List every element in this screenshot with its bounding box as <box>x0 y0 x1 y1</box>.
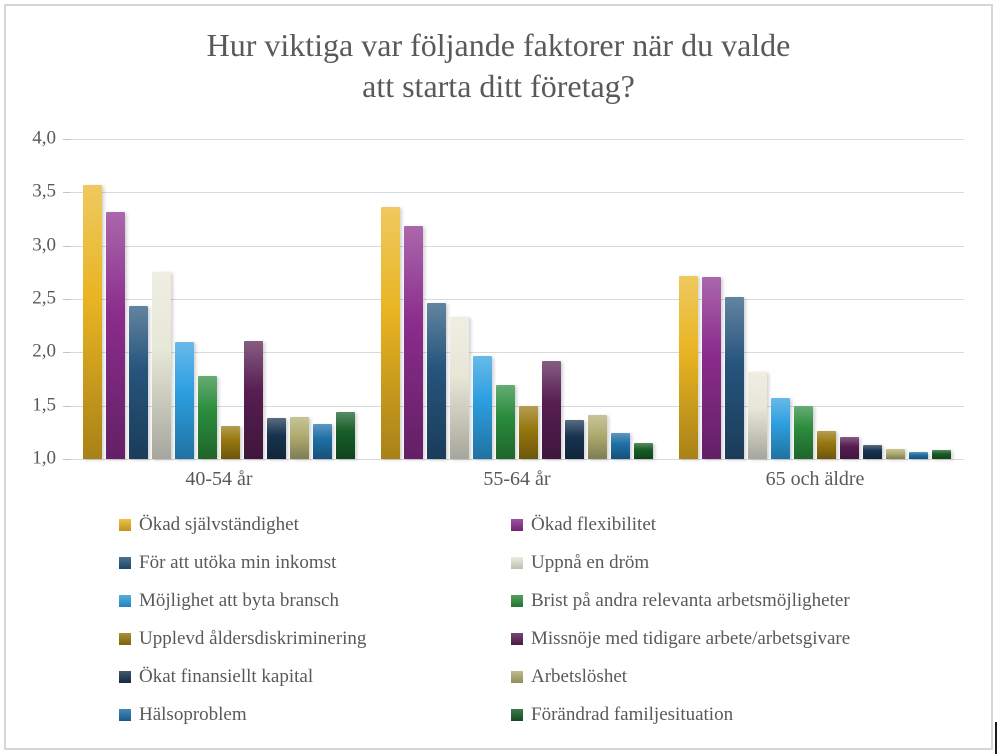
legend-label: Upplevd åldersdiskriminering <box>139 627 367 649</box>
bar <box>519 406 538 459</box>
bar <box>817 431 836 459</box>
bar <box>634 443 653 459</box>
plot-area <box>32 127 964 469</box>
legend-swatch <box>511 633 523 645</box>
bar <box>106 212 125 459</box>
y-axis-label: 4,0 <box>32 127 56 149</box>
bar <box>336 412 355 459</box>
legend-swatch <box>511 519 523 531</box>
legend <box>119 512 971 727</box>
bar-group <box>368 139 666 459</box>
bar <box>611 433 630 459</box>
legend-swatch <box>119 519 131 531</box>
legend-item <box>119 626 511 651</box>
bar <box>542 361 561 459</box>
x-axis-category-label: 55-64 år <box>483 468 551 490</box>
legend-label: Brist på andra relevanta arbetsmöjligheter <box>531 589 850 611</box>
bar <box>381 207 400 459</box>
legend-item <box>511 550 971 575</box>
y-axis-label: 1,5 <box>32 394 56 416</box>
legend-label: Förändrad familjesituation <box>531 703 734 725</box>
legend-item <box>119 588 511 613</box>
legend-item <box>119 550 511 575</box>
y-axis-tick <box>63 246 70 247</box>
bar <box>129 306 148 459</box>
legend-label: Möjlighet att byta bransch <box>139 589 339 611</box>
legend-swatch <box>119 633 131 645</box>
chart-title-line-1: Hur viktiga var följande faktorer när du valde <box>206 27 791 63</box>
legend-label: Ökat finansiellt kapital <box>139 665 314 687</box>
bar <box>886 449 905 459</box>
legend-swatch <box>119 557 131 569</box>
bar <box>473 356 492 459</box>
bar <box>198 376 217 459</box>
y-axis-tick <box>63 192 70 193</box>
bar-group <box>666 139 964 459</box>
legend-item <box>119 512 511 537</box>
bar <box>313 424 332 459</box>
legend-label: Ökad självständighet <box>139 513 299 535</box>
legend-item <box>511 664 971 689</box>
legend-label: Ökad flexibilitet <box>531 513 657 535</box>
bar <box>679 276 698 459</box>
legend-label: För att utöka min inkomst <box>139 551 337 573</box>
legend-label: Missnöje med tidigare arbete/arbetsgivare <box>531 627 851 649</box>
y-axis-label: 1,0 <box>32 447 56 469</box>
y-axis-label: 2,0 <box>32 340 56 362</box>
legend-item <box>511 588 971 613</box>
legend-item <box>511 702 971 727</box>
bar <box>725 297 744 459</box>
bar <box>496 385 515 459</box>
legend-item <box>119 664 511 689</box>
legend-item <box>119 702 511 727</box>
bar <box>450 317 469 459</box>
legend-swatch <box>511 709 523 721</box>
legend-item <box>511 626 971 651</box>
x-axis-category-label: 65 och äldre <box>765 468 865 490</box>
y-axis-tick <box>63 299 70 300</box>
y-axis-tick <box>63 139 70 140</box>
legend-swatch <box>511 671 523 683</box>
bar <box>244 341 263 459</box>
bar <box>83 185 102 459</box>
bar <box>175 342 194 459</box>
bar <box>909 452 928 459</box>
chart-title <box>6 25 991 107</box>
legend-swatch <box>119 709 131 721</box>
bar <box>932 450 951 459</box>
legend-item <box>511 512 971 537</box>
chart-frame <box>4 4 993 750</box>
x-axis-category-label: 40-54 år <box>185 468 253 490</box>
y-axis-tick <box>63 352 70 353</box>
legend-label: Hälsoproblem <box>139 703 247 725</box>
bar <box>290 417 309 459</box>
bar <box>588 415 607 459</box>
bar <box>267 418 286 459</box>
chart-title-line-2: att starta ditt företag? <box>362 68 635 104</box>
bar <box>863 445 882 459</box>
legend-label: Uppnå en dröm <box>531 551 650 573</box>
bar-groups <box>70 139 964 459</box>
y-axis-label: 2,5 <box>32 287 56 309</box>
y-axis-label: 3,5 <box>32 180 56 202</box>
y-axis-tick <box>63 406 70 407</box>
y-axis-tick <box>63 459 70 460</box>
bar-group <box>70 139 368 459</box>
bar <box>840 437 859 459</box>
bar <box>702 277 721 459</box>
bar <box>748 372 767 459</box>
y-axis-label: 3,0 <box>32 234 56 256</box>
legend-swatch <box>119 595 131 607</box>
gridline <box>70 459 964 460</box>
legend-label: Arbetslöshet <box>531 665 628 687</box>
bar <box>771 398 790 459</box>
legend-swatch <box>511 557 523 569</box>
bar <box>427 303 446 459</box>
legend-swatch <box>511 595 523 607</box>
legend-swatch <box>119 671 131 683</box>
x-axis-labels <box>70 468 964 491</box>
bar <box>152 272 171 459</box>
bar <box>404 226 423 459</box>
bar <box>794 406 813 459</box>
bar <box>565 420 584 459</box>
bar <box>221 426 240 459</box>
